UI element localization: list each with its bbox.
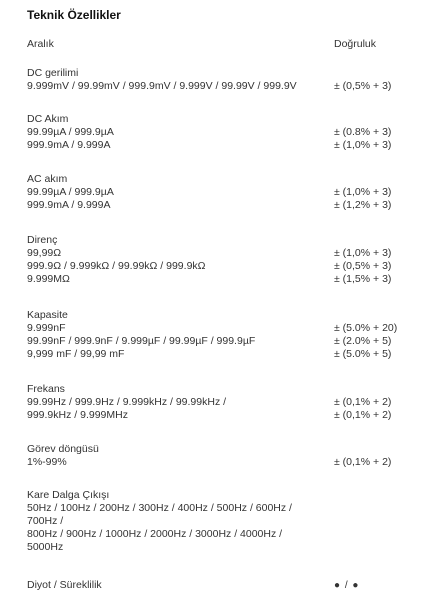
spec-frequency xyxy=(27,383,417,422)
range-value: 999.9mA / 9.999A xyxy=(27,139,111,151)
range-value: 700Hz / xyxy=(27,515,64,527)
spec-row xyxy=(27,335,417,348)
spec-title: AC akım xyxy=(27,173,68,185)
spec-row xyxy=(27,528,417,541)
page-title: Teknik Özellikler xyxy=(27,8,121,22)
range-value: 99,99Ω xyxy=(27,247,62,259)
accuracy-value: ± (1,0% + 3) xyxy=(334,186,392,198)
spec-row xyxy=(27,515,417,528)
accuracy-value: ± (1,5% + 3) xyxy=(334,273,392,285)
spec-row xyxy=(27,409,417,422)
spec-diode-continuity xyxy=(27,579,417,592)
accuracy-column-header: Doğruluk xyxy=(334,38,377,50)
accuracy-value: ± (1,0% + 3) xyxy=(334,247,392,259)
spec-title: Görev döngüsü xyxy=(27,443,99,455)
range-value: 99.99µA / 999.9µA xyxy=(27,186,114,198)
range-value: 9.999nF xyxy=(27,322,66,334)
accuracy-value: ± (0,5% + 3) xyxy=(334,260,392,272)
spec-row xyxy=(27,273,417,286)
spec-row xyxy=(27,199,417,212)
spec-row xyxy=(27,126,417,139)
range-value: 999.9kHz / 9.999MHz xyxy=(27,409,128,421)
spec-row xyxy=(27,322,417,335)
accuracy-value: ± (5.0% + 20) xyxy=(334,322,398,334)
spec-row xyxy=(27,579,417,592)
range-column-header: Aralık xyxy=(27,38,54,50)
spec-title: Diyot / Süreklilik xyxy=(27,579,102,591)
accuracy-value: ± (2.0% + 5) xyxy=(334,335,392,347)
spec-row xyxy=(27,247,417,260)
accuracy-value: ± (0,1% + 2) xyxy=(334,456,392,468)
spec-title: Kare Dalga Çıkışı xyxy=(27,489,110,501)
spec-duty-cycle xyxy=(27,443,417,469)
spec-title: Direnç xyxy=(27,234,58,246)
accuracy-value: ± (0,1% + 2) xyxy=(334,396,392,408)
diode-continuity-symbols: ● / ● xyxy=(334,580,360,591)
range-value: 5000Hz xyxy=(27,541,64,553)
spec-row xyxy=(27,541,417,554)
accuracy-value: ± (1,2% + 3) xyxy=(334,199,392,211)
spec-capacitance xyxy=(27,309,417,361)
spec-row xyxy=(27,396,417,409)
accuracy-value: ± (5.0% + 5) xyxy=(334,348,392,360)
spec-row xyxy=(27,260,417,273)
spec-row xyxy=(27,186,417,199)
spec-title: DC Akım xyxy=(27,113,69,125)
accuracy-value: ± (0,1% + 2) xyxy=(334,409,392,421)
spec-row xyxy=(27,502,417,515)
spec-row xyxy=(27,80,417,93)
spec-row xyxy=(27,139,417,152)
accuracy-value: ± (0,5% + 3) xyxy=(334,80,392,92)
range-value: 800Hz / 900Hz / 1000Hz / 2000Hz / 3000Hz / 4000Hz / xyxy=(27,528,283,540)
accuracy-value: ± (1,0% + 3) xyxy=(334,139,392,151)
spec-resistance xyxy=(27,234,417,286)
spec-row xyxy=(27,456,417,469)
spec-title: DC gerilimi xyxy=(27,67,79,79)
range-value: 9,999 mF / 99,99 mF xyxy=(27,348,125,360)
spec-title: Kapasite xyxy=(27,309,68,321)
range-value: 99.99nF / 999.9nF / 9.999µF / 99.99µF / 999.9µF xyxy=(27,335,256,347)
range-value: 999.9Ω / 9.999kΩ / 99.99kΩ / 999.9kΩ xyxy=(27,260,206,272)
range-value: 99.99Hz / 999.9Hz / 9.999kHz / 99.99kHz / xyxy=(27,396,227,408)
spec-dc-voltage xyxy=(27,67,417,93)
accuracy-value: ± (0.8% + 3) xyxy=(334,126,392,138)
range-value: 999.9mA / 9.999A xyxy=(27,199,111,211)
spec-square-wave xyxy=(27,489,417,554)
spec-title: Frekans xyxy=(27,383,65,395)
range-value: 9.999MΩ xyxy=(27,273,70,285)
range-value: 1%-99% xyxy=(27,456,67,468)
range-value: 50Hz / 100Hz / 200Hz / 300Hz / 400Hz / 500Hz / 600Hz / xyxy=(27,502,292,514)
spec-dc-current xyxy=(27,113,417,152)
range-value: 9.999mV / 99.99mV / 999.9mV / 9.999V / 99.99V / 999.9V xyxy=(27,80,297,92)
spec-row xyxy=(27,348,417,361)
spec-ac-current xyxy=(27,173,417,212)
range-value: 99.99µA / 999.9µA xyxy=(27,126,114,138)
